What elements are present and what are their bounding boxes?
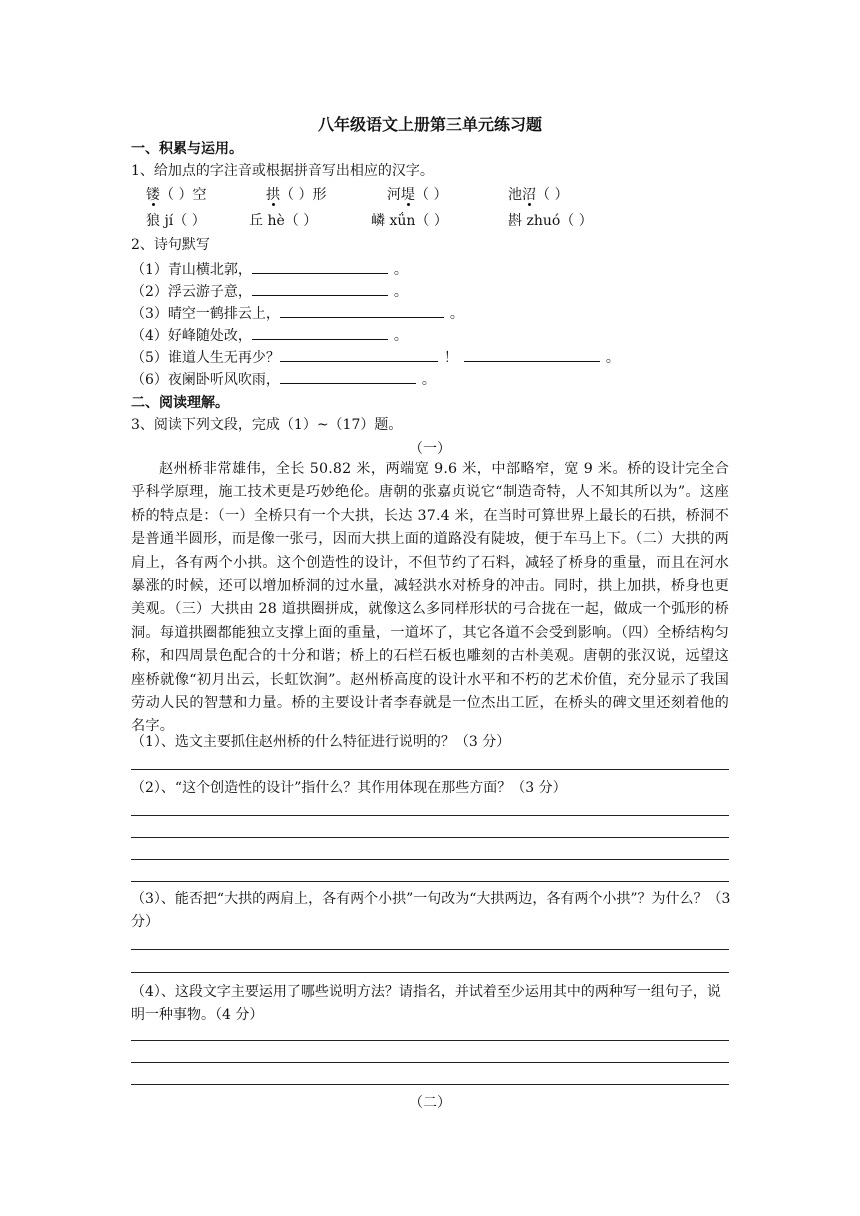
pinyin-item: 嶙 xǘn（ ） — [371, 213, 448, 229]
answer-blank[interactable] — [252, 281, 388, 296]
dotted-char: 沼 — [522, 187, 536, 203]
answer-blank[interactable] — [252, 325, 388, 340]
answer-line[interactable] — [131, 881, 729, 882]
sub-question-2: （2）、“这个创造性的设计”指什么？其作用体现在那些方面？（3 分） — [131, 780, 567, 796]
answer-blank[interactable] — [280, 303, 444, 318]
dotted-char: 拱 — [266, 187, 280, 203]
answer-line[interactable] — [131, 1062, 729, 1063]
answer-line[interactable] — [131, 815, 729, 816]
page-title: 八年级语文上册第三单元练习题 — [317, 115, 542, 134]
answer-line[interactable] — [131, 1040, 729, 1041]
pinyin-item: 斟 zhuó（ ） — [508, 213, 593, 229]
poem-line: （5）谁道人生无再少？ ！ 。 — [131, 347, 620, 368]
reading-passage: 赵州桥非常雄伟，全长 50.82 米，两端宽 9.6 米，中部略窄，宽 9 米。桥的设计完全合乎科学原理，施工技术更是巧妙绝伦。唐朝的张嘉贞说它“制造奇特，人不知其所以为”。这座桥的特点是：（一）全桥只有一个大拱，长达 37.4 米，在当时可算世界上最长的石拱，桥洞不是普通半圆形，而是像一张弓，因而大拱上面的道路没有陡坡，便于车马上下。（二）大拱的两肩上，各有两个小拱。这个创造性的设计，不但节约了石料，减轻了桥身的重量，而且在河水暴涨的时候，还可以增加桥洞的过水量，减轻洪水对桥身的冲击。同时，拱上加拱，桥身也更美观。（三）大拱由 28 道拱圈拼成，就像这么多同样形状的弓合拢在一起，做成一个弧形的桥洞。每道拱圈都能独立支撑上面的重量，一道坏了，其它各道不会受到影响。（四）全桥结构匀称，和四周景色配合的十分和谐；桥上的石栏石板也雕刻的古朴美观。唐朝的张汉说，远望这座桥就像“初月出云，长虹饮涧”。赵州桥高度的设计水平和不朽的艺术价值，充分显示了我国劳动人民的智慧和力量。桥的主要设计者李春就是一位杰出工匠，在桥头的碑文里还刻着他的名字。 — [131, 461, 729, 735]
question-3-prompt: 3、阅读下列文段，完成（1）~（17）题。 — [131, 417, 403, 433]
dotted-char: 堤 — [401, 187, 415, 203]
pinyin-item: 狼 jí（ ） — [146, 213, 206, 229]
poem-line: （6）夜阑卧听风吹雨， 。 — [131, 369, 436, 390]
answer-blank[interactable] — [252, 259, 388, 274]
pinyin-item: 河堤（ ） — [387, 187, 448, 203]
sub-question-3: （3）、能否把“大拱的两肩上，各有两个小拱”一句改为“大拱两边，各有两个小拱”？为什么？（3 分） — [131, 891, 731, 930]
answer-blank[interactable] — [280, 369, 416, 384]
pinyin-item: 丘 hè（ ） — [249, 213, 318, 229]
answer-line[interactable] — [131, 972, 729, 973]
answer-blank[interactable] — [464, 347, 600, 362]
answer-line[interactable] — [131, 1084, 729, 1085]
section-heading-reading: 二、阅读理解。 — [131, 395, 229, 411]
part-two-label: （二） — [409, 1095, 451, 1111]
poem-line: （3）晴空一鹤排云上， 。 — [131, 303, 464, 324]
answer-line[interactable] — [131, 859, 729, 860]
question-1-prompt: 1、给加点的字注音或根据拼音写出相应的汉字。 — [131, 163, 434, 179]
sub-question-4: （4）、这段文字主要运用了哪些说明方法？请指名，并试着至少运用其中的两种写一组句子，说明一种事物。（4 分） — [131, 984, 721, 1023]
answer-line[interactable] — [131, 769, 729, 770]
answer-line[interactable] — [131, 837, 729, 838]
sub-question-1: （1）、选文主要抓住赵州桥的什么特征进行说明的？（3 分） — [131, 734, 511, 750]
question-2-prompt: 2、诗句默写 — [131, 237, 210, 253]
pinyin-item: 镂（ ）空 — [146, 187, 207, 203]
poem-line: （4）好峰随处改， 。 — [131, 325, 408, 346]
part-one-label: （一） — [409, 441, 451, 457]
pinyin-item: 池沼（ ） — [508, 187, 569, 203]
answer-line[interactable] — [131, 949, 729, 950]
answer-blank[interactable] — [280, 347, 438, 362]
dotted-char: 镂 — [146, 187, 160, 203]
poem-line: （2）浮云游子意， 。 — [131, 281, 408, 302]
pinyin-item: 拱（ ）形 — [266, 187, 327, 203]
poem-line: （1）青山横北郭， 。 — [131, 259, 408, 280]
section-heading-accumulation: 一、积累与运用。 — [131, 141, 243, 157]
